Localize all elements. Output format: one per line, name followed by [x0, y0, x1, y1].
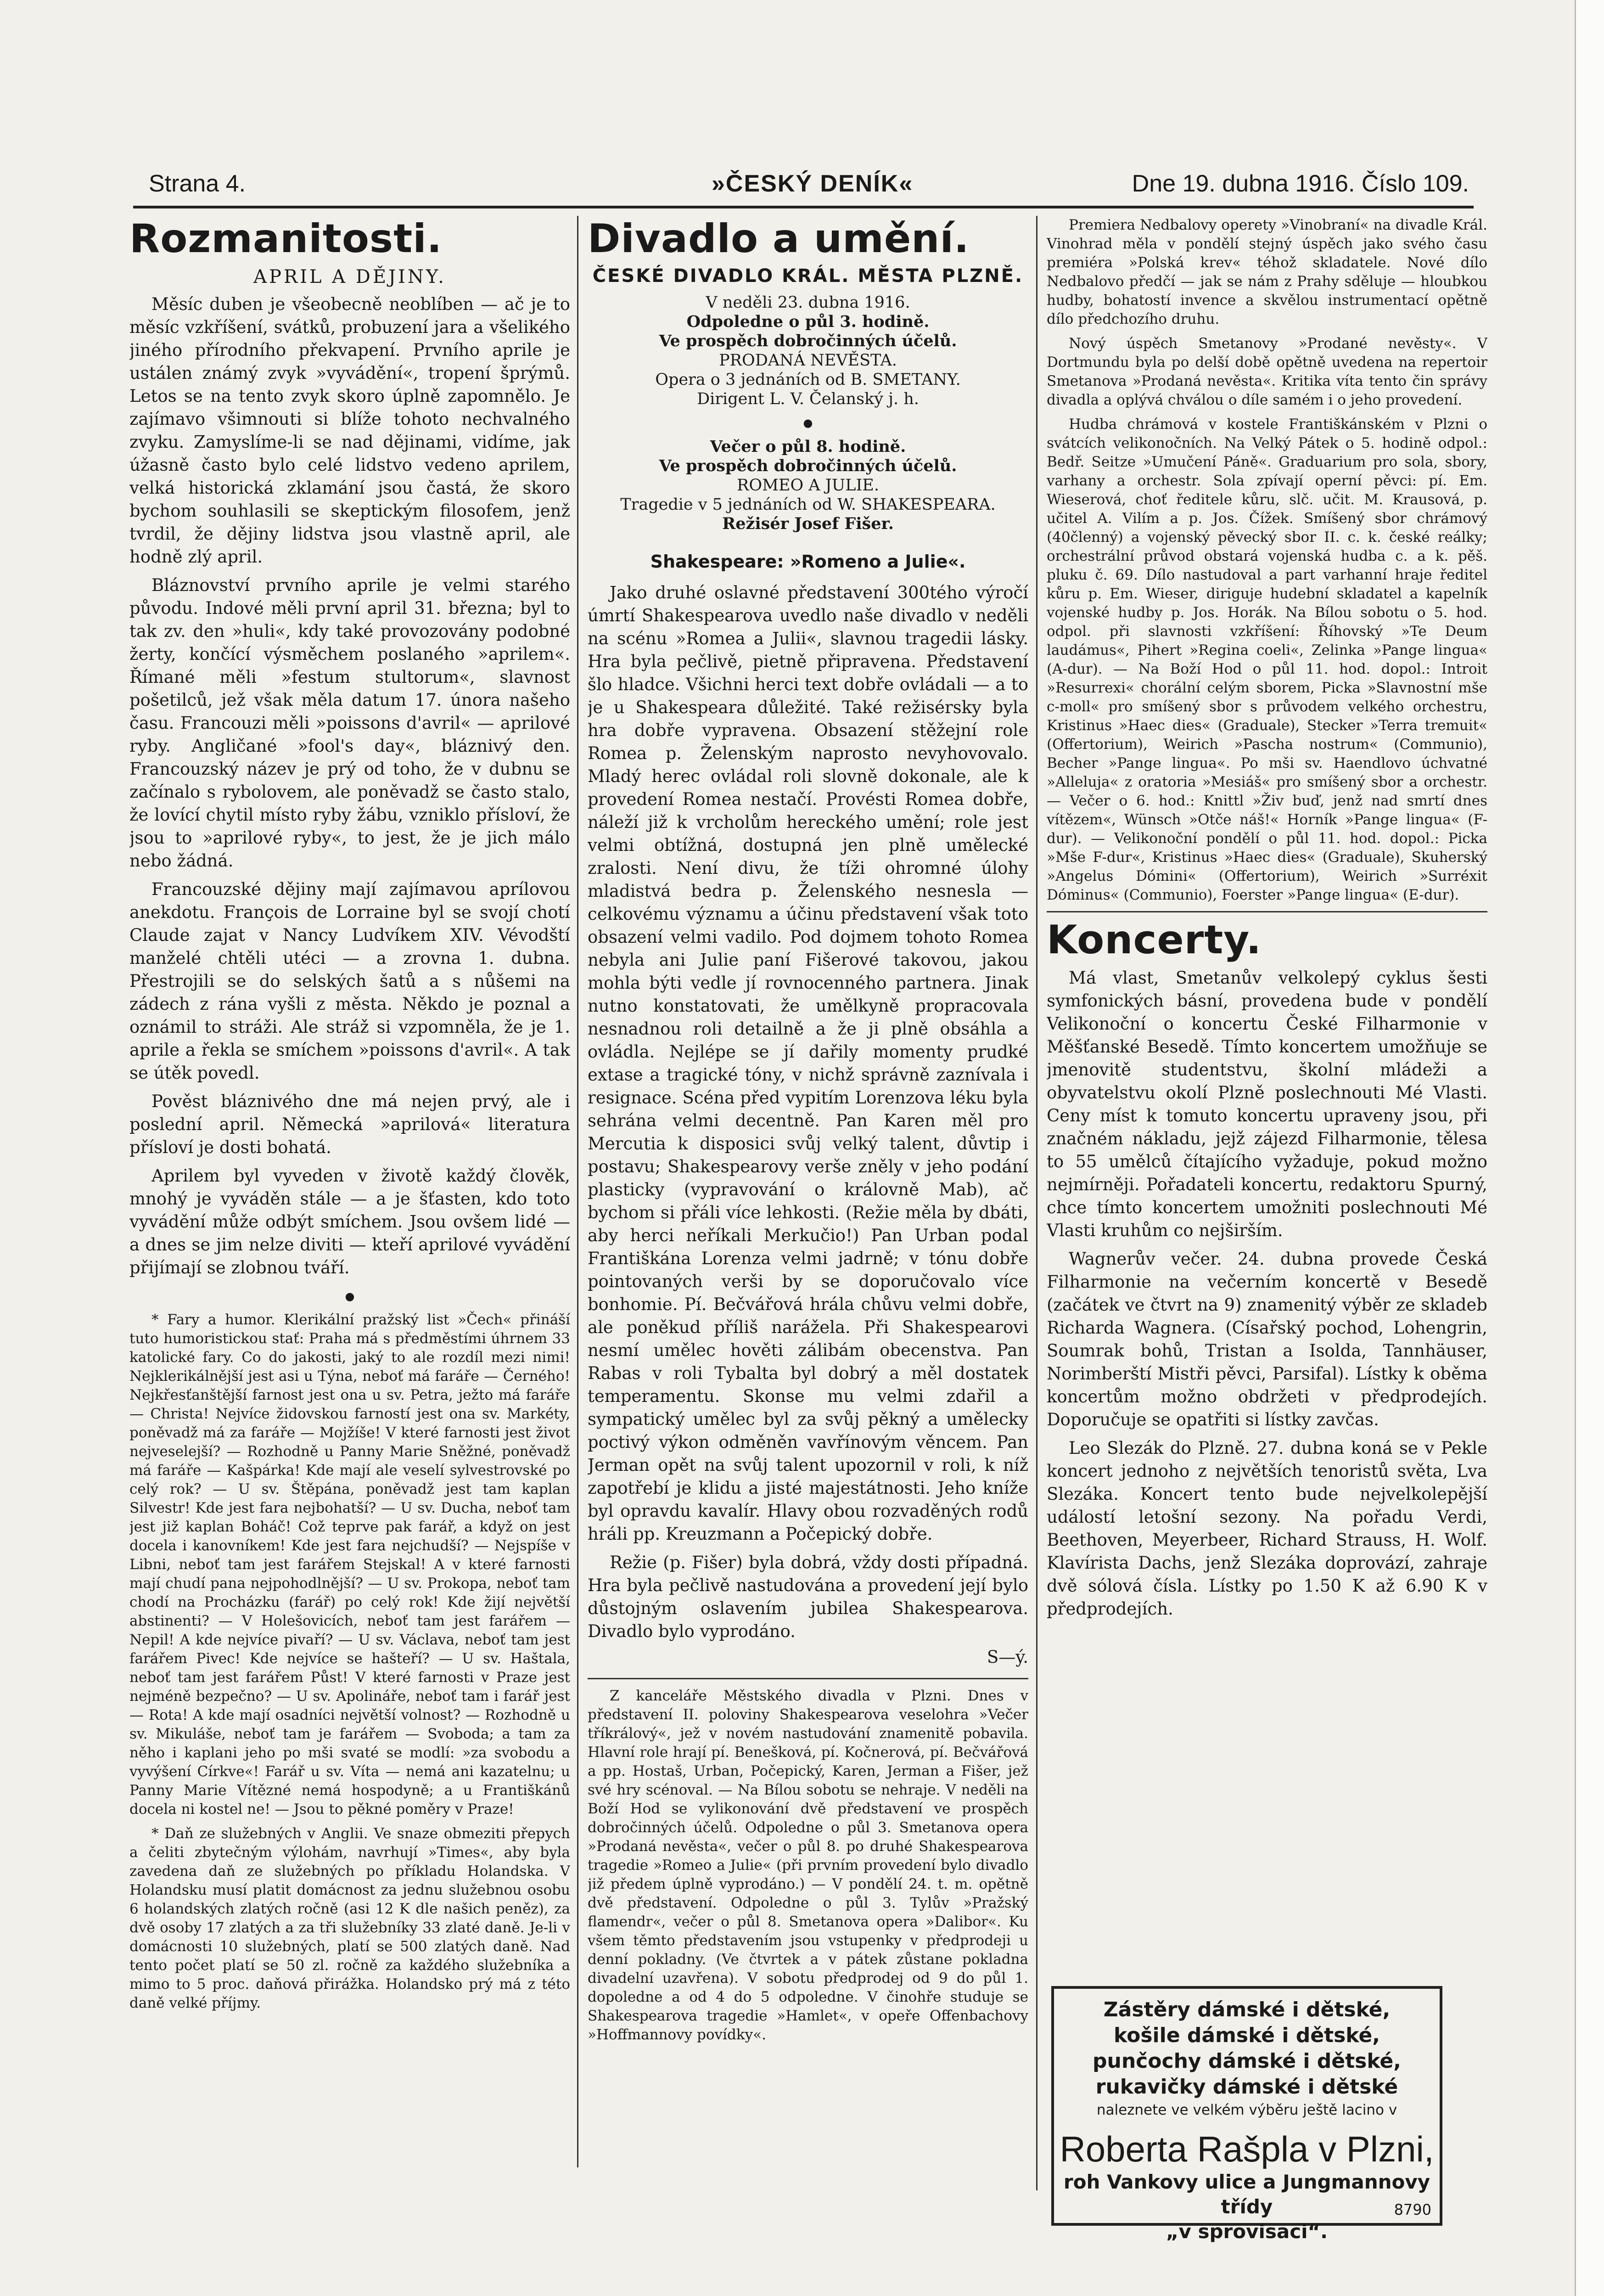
page-header	[129, 170, 1469, 207]
ad-line: Zástěry dámské i dětské,	[1103, 1998, 1391, 2021]
masthead-title: »ČESKÝ DENÍK«	[712, 170, 914, 197]
section-heading: Koncerty.	[1047, 917, 1262, 963]
article-paragraph: Aprilem byl vyveden v životě každý člověk, mnohý je vyváděn stále — a je šťasten, kdo toto vyvádění může odbýt smíchem. Jsou ovšem lidé — a dnes se jim nelze diviti — kteří aprilové vyvádění přijímají se zlobnou tváří.	[129, 1166, 570, 1277]
column-divider	[1036, 216, 1038, 2190]
separator-dot: ●	[345, 1290, 355, 1303]
theatre-name: ČESKÉ DIVADLO KRÁL. MĚSTA PLZNĚ.	[592, 265, 1024, 287]
program-line: Režisér Josef Fišer.	[722, 514, 894, 533]
section-rule	[1047, 911, 1487, 912]
ad-slogan: „v sprovisaci“.	[1166, 2220, 1328, 2243]
ad-line: rukavičky dámské i dětské	[1095, 2075, 1398, 2099]
note-paragraph: * Daň ze služebných v Anglii. Ve snaze obmeziti přepych a čeliti zbytečným výlohám, navrhují »Times«, aby byla zavedena daň ze služebných po příkladu Holandska. V Holandsku musí platit domácnost za jednu služebnou osobu 6 holandských zlatých ročně (asi 12 K dle našich peněz), za dvě osoby 17 zlatých a za tři služebníky 33 zlaté daně. Je-li v domácnosti 10 služebných, platí se 500 zlatých daně. Nad tento počet platí se 50 zl. ročně za každého služebníka a mimo to 5 proc. daňová přirážka. Holandsko prý má z této daně velké příjmy.	[129, 1825, 570, 2011]
concert-paragraph: Má vlast, Smetanův velkolepý cyklus šesti symfonických básní, provedena bude v pondělí Velikonoční o koncertu České Filharmonie v Měšťanské Besedě. Tímto koncertem umožňuje se jmenovitě studentstvu, školní mládeži a obyvatelstvu okolí Plzně poslechnouti Mé Vlasti. Ceny míst k tomuto koncertu upraveny jsou, při značném nákladu, jejž zájezd Filharmonie, tělesa to 55 umělců čítajícího vyžaduje, pokud možno nejmírněji. Pořadateli koncertu, redaktoru Spurný, chce tímto koncertem umožniti poslechnouti Mé Vlasti kruhům co nejširším.	[1047, 968, 1487, 1240]
concert-paragraph: Leo Slezák do Plzně. 27. dubna koná se v Pekle koncert jednoho z největších tenoristů světa, Lva Slezáka. Koncert tento bude nejvelkolepější událostí letošní sezony. Na pořadu Verdi, Beethoven, Meyerbeer, Richard Strauss, H. Wolf. Klavírista Dachs, jenž Slezáka doprovází, zahraje dvě sólová čísla. Lístky po 1.50 K až 6.90 K v předprodejích.	[1047, 1438, 1487, 1619]
ad-address: roh Vankovy ulice a Jungmannovy třídy	[1063, 2171, 1430, 2218]
program-line: Večer o půl 8. hodině.	[710, 437, 906, 456]
column-divadlo	[588, 216, 1028, 2190]
article-paragraph: Bláznovství prvního aprile je velmi starého původu. Indové měli první april 31. března; byl to tak zv. den »huli«, kdy také provozovány podobné žerty, končící výsměchem poslaného »aprilem«. Římané měli »festum stultorum«, slavnost pošetilců, jež však měla datum 17. února našeho času. Francouzi měli »poissons d'avril« — aprilové ryby. Angličané »fool's day«, bláznivý den. Francouzský název je prý od toho, že v dubnu se začínalo s rybolovem, ale poněvadž se často stalo, že lovící chytil místo ryby žábu, vzniklo přísloví, že jsou to »aprilové ryby«, to jest, že je jich málo nebo žádná.	[129, 575, 570, 871]
separator-dot: ●	[803, 416, 813, 429]
article-title: APRIL A DĚJINY.	[253, 266, 446, 287]
section-heading: Divadlo a umění.	[588, 216, 970, 262]
section-heading: Rozmanitosti.	[129, 216, 443, 262]
program-line: V neděli 23. dubna 1916.	[706, 293, 910, 312]
program-line: Tragedie v 5 jednáních od W. SHAKESPEARA.	[620, 495, 996, 514]
note-paragraph: * Fary a humor. Klerikální pražský list »Čech« přináší tuto humoristickou stať: Praha má s předměstími úhrnem 33 katolické fary. Co do jakosti, jaký to ale rozdíl mezi nimi! Nejklerikálnější jest asi u Týna, neboť má faráře — Černého! Nejkřesťanštější farnost jest ona u sv. Petra, ježto má faráře — Christa! Nejvíce židovskou farností jest ona sv. Markéty, poněvadž má za faráře — Mojžíše! V které farnosti jest život nejveselejší? — Rozhodně u Panny Marie Sněžné, poněvadž má faráře — Kašpárka! Kde mají ale veselí sylvestrovské po celý rok? — U sv. Štěpána, poněvadž jest tam kaplan Silvestr! Kde jest fara nejbohatší? — U sv. Ducha, neboť tam jest již kaplan Boháč! Což teprve pak farář, a když on jest docela i kanovníkem! Kde jest fara nejchudší? — Nejspíše v Libni, neboť tam jest farářem Stejskal! A v které farnosti mají chudí pana nejpohodlnější? — U sv. Prokopa, neboť tam chodí na Procházku (farář) po celý rok! Kde žijí největší abstinenti? — V Holešovicích, neboť tam jest farářem — Nepil! A kde nejvíce pivaří? — U sv. Václava, neboť tam jest farářem Pivec! Kde nejvíce se hašteří? — U sv. Haštala, neboť tam jest farářem Půst! V které farnosti v Praze jest nejméně bezpečno? — U sv. Apolináře, neboť tam i farář jest — Rota! A kde mají osadníci největší volnost? — Rozhodně u sv. Mikuláše, neboť tam je farářem — Svoboda; a tam za něho i kaplani jeho po mši svaté se modlí: »za svobodu a vyvýšení Církve«! Farář u sv. Víta — nemá ani kazatelnu; u Panny Marie Vítězné nemá hospodyně; a u Františkánů docela ni kostel ne! — Jsou to pěkné poměry v Praze!	[129, 1311, 570, 1818]
article-paragraph: Měsíc duben je všeobecně neoblíben — ač je to měsíc vzkříšení, svátků, probuzení jara a všelikého jiného přírodního překvapení. Prvního aprile je ustálen známý zvyk »vyvádění«, tropení šprýmů. Letos se na tento zvyk skoro úplně zapomnělo. Je zajímavo všimnouti si blíže tohoto nechvalného zvyku. Zamyslíme-li se nad dějinami, vidíme, jak úžasně často bylo celé lidstvo vedeno aprilem, velká historická zklamání jsou častá, že skoro bychom souhlasili se skeptickým filosofem, jenž tvrdil, že dějiny lidstva jsou vlastně april, ale hodně zlý april.	[129, 294, 570, 567]
page-number: Strana 4.	[149, 170, 246, 197]
review-paragraph: Jako druhé oslavné představení 300tého výročí úmrtí Shakespearova uvedlo naše divadlo v neděli na scénu »Romea a Julii«, slavnou tragedii lásky. Hra byla pečlivě, pietně připravena. Představení šlo hladce. Všichni herci text dobře ovládali — a to je u Shakespeara důležité. Také režisérsky byla hra dobře vypravena. Obsazení stěžejní role Romea p. Želenským naprosto nevyhovovalo. Mladý herec ovládal roli slovně dokonale, ale k provedení Romea nestačí. Provésti Romea dobře, náleží již k vrcholům hereckého umění; role jest velmi obtížná, dostupná jen plně umělecké zralosti. Není divu, že tíži ohromné úlohy mladistvá bedra p. Želenského nesnesla — celkovému významu a účinu představení však toto obsazení velmi vadilo. Pod dojmem tohoto Romea nebyla ani Julie paní Fišerové takovou, jakou mohla býti vedle jí rovnocenného partnera. Jinak nutno konstatovati, že umělkyně propracovala nesnadnou roli detailně a že ji plně obsáhla a ovládla. Nejlépe se jí dařily momenty prudké extase a tragické tóny, v nichž správně zaznívala i resignace. Scéna před vypitím Lorenzova léku byla sehrána velmi decentně. Pan Karen měl pro Mercutia k disposici svůj velký talent, důvtip i postavu; Shakespearovy verše zněly v jeho podání plasticky (vypravování o královně Mab), ač bychom si přáli více lehkosti. (Režie měla by dbáti, aby herci neříkali Merkučio!) Pan Urban podal Františkána Lorenza velmi jadrně; v tónu dobře pointovaných verši by se doporučovalo více bonhomie. Pí. Bečvářová hrála chůvu velmi dobře, ale poněkud příliš naráželа. Při Shakespearovi nesmí umělec hověti zálibám obecenstva. Pan Rabas v roli Tybalta byl dobrý a měl dostatek temperamentu. Skonse mu velmi zdařil a sympatický umělec byl za svůj pěkný a umělecky poctivý výkon odměněn vavřínovým věncem. Pan Jerman opět na svůj talent upozornil v roli, k níž zapotřebí je klidu a jisté majestátnosti. Jeho kníže byl opravdu kavalír. Hlavy obou rozvaděných rodů hráli pp. Kreuzmann a Počepický dobře.	[588, 583, 1028, 1544]
ad-firm-name: Roberta Rašpla v Plzni,	[1060, 2129, 1434, 2169]
program-line: PRODANÁ NEVĚSTA.	[719, 351, 897, 370]
ad-line: košile dámské i dětské,	[1114, 2024, 1380, 2047]
section-rule	[588, 1678, 1028, 1679]
program-line: Odpoledne o půl 3. hodině.	[686, 312, 930, 331]
music-paragraph: Hudba chrámová v kostele Františkánském v Plzni o svátcích velikonočních. Na Velký Pátek o 5. hodině odpol.: Bedř. Seitze »Umučení Páně«. Graduarium pro sola, sbory, varhany a orchestr. Sola zpívají operní pěvci: pí. Em. Wieserová, choť ředitele kůru, slč. učit. M. Krausová, p. učitel A. Vilím a p. Jos. Čížek. Smíšený sbor chrámový (40členný) a vojenský pěvecký sbor II. c. k. české reálky; orchestrální průvod obstará vojenská hudba c. a k. pěš. pluku č. 69. Dílo nastudoval a part varhanní hraje ředitel kůru p. Em. Wieser, diriguje hudební skladatel a kapelník vojenské hudby p. Jos. Horák. Na Bílou sobotu o 5. hod. odpol. při slavnosti vzkříšení: Říhovský »Te Deum laudámus«, Pihert »Regina coeli«, Zelinka »Pange lingua« (A-dur). — Na Boží Hod o půl 11. hod. dopol.: Introit »Resurrexi« chorální celým sborem, Picka »Slavnostní mše c-moll« pro smíšený sbor s průvodem velkého orchestru, Kristinus »Haec dies« (Graduale), Stecker »Terra tremuit« (Offertorium), Weirich »Pascha nostrum« (Communio), Becher »Pange lingua«. Po mši sv. Haendlovo úchvatné »Alleluja« z oratoria »Mesiáš« pro smíšený sbor a orchestr. — Večer o 6. hod.: Knittl »Živ buď, jenž nad smrtí dnes vítězem«, Wünsch »Otče náš!« Horník »Pange lingua« (F-dur). — Velikonoční pondělí o půl 11. hod. dopol.: Picka »Mše F-dur«, Kristinus »Haec dies« (Graduale), Skuherský »Angelus Dómini« (Offertorium), Weirich »Surréxit Dóminus« (Communio), Foerster »Pange lingua« (E-dur).	[1047, 416, 1487, 903]
review-paragraph: Režie (p. Fišer) byla dobrá, vždy dosti případná. Hra byla pečlivě nastudována a provedení její bylo důstojným oslavením jubilea Shakespearova. Divadlo bylo vyprodáno.	[588, 1553, 1028, 1641]
column-rozmanitosti	[129, 216, 570, 2177]
ad-line: punčochy dámské i dětské,	[1093, 2049, 1401, 2073]
program-line: ROMEO A JULIE.	[737, 476, 879, 495]
issue-date: Dne 19. dubna 1916. Číslo 109.	[1132, 170, 1469, 197]
program-line: Ve prospěch dobročinných účelů.	[659, 332, 957, 350]
advertisement-box	[1051, 1986, 1442, 2243]
ad-line: naleznete ve velkém výběru ještě lacino v	[1096, 2102, 1397, 2118]
column-hudba	[1047, 216, 1487, 1970]
article-paragraph: Francouzské dějiny mají zajímavou aprílovou anekdotu. François de Lorraine byl se svojí chotí Claude zajat v Nancy Ludvíkem XIV. Vévodští manželé chtěli utéci — a zrovna 1. dubna. Přestrojili se do selských šatů a s nůšemi na zádech z rána vyšli z města. Někdo je poznal a oznámil to stráži. Ale stráž si vzpomněla, že je 1. aprile a řekla se smíchem »poissons d'avril«. A tak se útěk povedl.	[129, 879, 570, 1083]
notice-paragraph: Z kanceláře Městského divadla v Plzni. Dnes v představení II. poloviny Shakespearova veselohra »Večer tříkrálový«, jež v novém nastudování znamenitě pobavila. Hlavní role hrají pí. Benešková, pí. Kočnerová, pí. Bečvářová a pp. Hostaš, Urban, Počepický, Karen, Jerman a Fišer, jež své hry scénoval. — Na Bílou sobotu se nehraje. V neděli na Boží Hod se vylikonování dvě představení ve prospěch dobročinných účelů. Odpoledne o půl 3. Smetanova opera »Prodaná nevěsta«, večer o půl 8. po druhé Shakespearova tragedie »Romeo a Julie« (při prvním provedení bylo divadlo již předem úplně vyprodáno.) — V pondělí 24. t. m. opětně dvě představení. Odpoledne o půl 3. Tylův »Pražský flamendr«, večer o půl 8. Smetanova opera »Dalibor«. Ku všem těmto představením jsou vstupenky v předprodeji u denní pokladny. (Ve čtvrtek a v pátek zůstane pokladna divadelní uzavřena). V sobotu předprodej od 9 do půl 1. dopoledne a od 4 do 5 odpoledne. V činohře studuje se Shakespearova tragedie »Hamlet«, v opeře Offenbachovy »Hoffmannovy povídky«.	[588, 1688, 1028, 2043]
article-paragraph: Pověst bláznivého dne má nejen prvý, ale i poslední april. Německá »aprilová« literatura přísloví je dosti bohatá.	[129, 1092, 570, 1157]
review-title: Shakespeare: »Romeno a Julie«.	[650, 551, 966, 572]
adjacent-page-edge	[1575, 0, 1604, 2296]
program-line: Dirigent L. V. Čelanský j. h.	[697, 390, 919, 408]
concert-paragraph: Wagnerův večer. 24. dubna provede Česká Filharmonie na večerním koncertě v Besedě (začátek ve čtvrt na 9) znamenitý výběr ze skladeb Richarda Wagnera. (Císařský pochod, Lohengrin, Soumrak bohů, Tristan a Isolda, Tannhäuser, Norimberští Mistři pěvci, Parsifal). Lístky k oběma koncertům možno obdržeti v předprodejích. Doporučuje se opatřiti si lístky zavčas.	[1047, 1249, 1487, 1429]
music-paragraph: Premiera Nedbalovy operety »Vinobraní« na divadle Král. Vinohrad měla v pondělí stejný úspěch jako svého času premiéra »Polská krev« téhož skladatele. Nové dílo Nedbalovo předčí — jak se nám z Prahy sděluje — hloubkou hudby, bohatostí invence a skvělou instrumentací opětně dílo předchozího druhu.	[1047, 217, 1487, 327]
review-signature: S—ý.	[987, 1647, 1028, 1667]
ad-number: 8790	[1394, 2201, 1431, 2218]
music-paragraph: Nový úspěch Smetanovy »Prodané nevěsty«. V Dortmundu byla po delší době opětně uvedena na repertoir Smetanova »Prodaná nevěsta«. Kritika víta tento čin správy divadla a oplývá chválou o díle samém i o jeho provedení.	[1047, 335, 1487, 408]
program-line: Opera o 3 jednáních od B. SMETANY.	[655, 371, 961, 389]
program-line: Ve prospěch dobročinných účelů.	[659, 456, 957, 475]
header-rule	[133, 206, 1474, 208]
column-divider	[577, 216, 578, 2167]
